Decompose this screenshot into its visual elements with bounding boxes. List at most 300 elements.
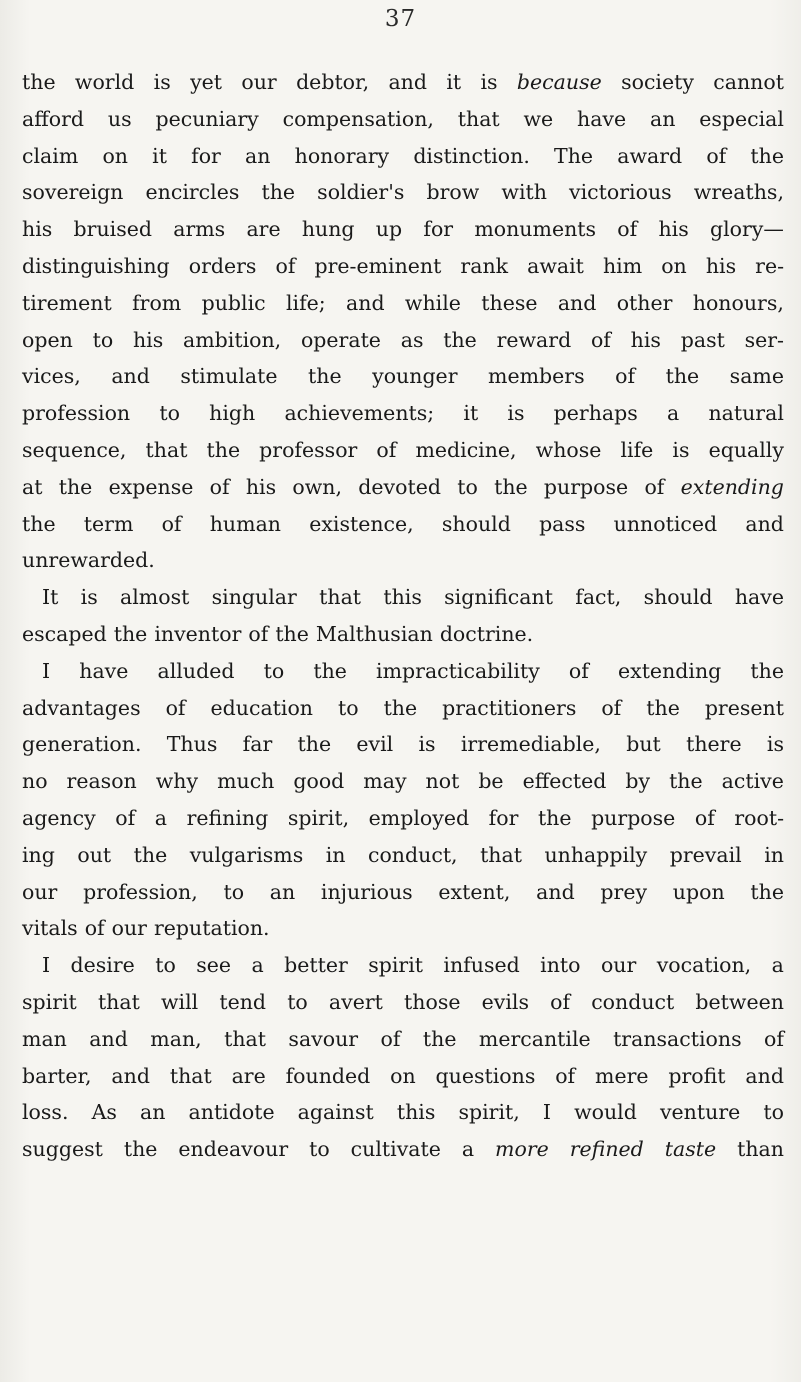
word: expense bbox=[108, 474, 194, 499]
word: society bbox=[621, 70, 694, 94]
word: there bbox=[686, 732, 742, 757]
word: unrewarded. bbox=[22, 548, 155, 573]
word: It bbox=[42, 585, 59, 610]
word: this bbox=[396, 1100, 436, 1125]
word: significant bbox=[444, 585, 553, 610]
word: reason bbox=[66, 769, 137, 794]
word: escaped bbox=[22, 621, 107, 646]
word: soldier's bbox=[317, 180, 405, 205]
text-line bbox=[22, 322, 784, 359]
word: extending bbox=[618, 658, 722, 683]
word: re- bbox=[755, 253, 784, 278]
word: it bbox=[446, 70, 462, 94]
word: the bbox=[133, 842, 168, 867]
word: why bbox=[155, 769, 199, 794]
word: yet bbox=[190, 70, 223, 94]
word: injurious bbox=[320, 879, 413, 904]
word: against bbox=[297, 1100, 374, 1125]
word: a bbox=[154, 805, 168, 830]
italic-word: extending bbox=[680, 474, 784, 499]
word: honorary bbox=[294, 143, 390, 168]
word: upon bbox=[672, 879, 725, 904]
text-line bbox=[22, 101, 784, 138]
word: professor bbox=[259, 437, 358, 462]
word: brow bbox=[426, 180, 480, 205]
word: that bbox=[319, 585, 362, 610]
word: claim bbox=[22, 143, 79, 168]
text-line bbox=[22, 984, 784, 1021]
word: of bbox=[615, 364, 636, 389]
word: purpose bbox=[591, 805, 676, 830]
word: ser- bbox=[744, 327, 784, 352]
word: have bbox=[577, 106, 627, 131]
word: the bbox=[261, 180, 296, 205]
word: profession bbox=[22, 401, 131, 426]
word: reputation. bbox=[153, 916, 270, 941]
word: monuments bbox=[474, 217, 597, 242]
word: much bbox=[217, 769, 275, 794]
word: of bbox=[380, 1026, 401, 1051]
word: man, bbox=[150, 1026, 202, 1051]
word: of bbox=[601, 695, 622, 720]
word: and bbox=[557, 290, 597, 315]
italic-word: because bbox=[516, 70, 602, 94]
word: our bbox=[22, 879, 58, 904]
text-line bbox=[22, 211, 784, 248]
word: these bbox=[481, 290, 538, 315]
word: while bbox=[404, 290, 461, 315]
word: it bbox=[463, 401, 479, 426]
word: to bbox=[223, 879, 245, 904]
word: the bbox=[422, 1026, 457, 1051]
word: us bbox=[107, 106, 132, 131]
word: barter, bbox=[22, 1063, 92, 1088]
word: will bbox=[160, 989, 199, 1014]
word: his bbox=[705, 253, 737, 278]
italic-word: taste bbox=[664, 1137, 717, 1162]
word: mere bbox=[595, 1063, 649, 1088]
word: between bbox=[695, 989, 784, 1014]
word: infused bbox=[443, 953, 520, 978]
word: better bbox=[284, 953, 348, 978]
word: are bbox=[246, 217, 281, 242]
word: other bbox=[616, 290, 673, 315]
word: his bbox=[630, 327, 661, 352]
word: out bbox=[77, 842, 112, 867]
word: that bbox=[97, 989, 140, 1014]
word: of bbox=[555, 1063, 576, 1088]
word: with bbox=[501, 180, 547, 205]
word: this bbox=[383, 585, 422, 610]
word: I bbox=[42, 953, 51, 978]
word: of bbox=[590, 327, 611, 352]
word: purpose bbox=[543, 474, 629, 499]
word: sovereign bbox=[22, 180, 124, 205]
word: that bbox=[169, 1063, 212, 1088]
word: present bbox=[704, 695, 784, 720]
word: his bbox=[132, 327, 164, 352]
text-line bbox=[22, 248, 784, 285]
text-line bbox=[22, 1058, 784, 1095]
word: ambition, bbox=[182, 327, 282, 352]
word: and bbox=[111, 1063, 150, 1088]
word: and bbox=[89, 1026, 128, 1051]
word: root- bbox=[734, 805, 784, 830]
word: is bbox=[418, 732, 436, 757]
word: but bbox=[626, 732, 661, 757]
word: an bbox=[269, 879, 296, 904]
word: pecuniary bbox=[155, 106, 259, 131]
word: to bbox=[159, 401, 180, 426]
word: we bbox=[523, 106, 554, 131]
word: the bbox=[750, 658, 784, 683]
text-line bbox=[22, 432, 784, 469]
word: wreaths, bbox=[693, 180, 784, 205]
word: the bbox=[206, 437, 241, 462]
word: perhaps bbox=[553, 401, 638, 426]
word: distinction. bbox=[413, 143, 530, 168]
word: cannot bbox=[713, 70, 784, 94]
word: life bbox=[620, 437, 654, 462]
word: to bbox=[337, 695, 359, 720]
word: the bbox=[275, 621, 309, 646]
word: orders bbox=[188, 253, 257, 278]
word: existence, bbox=[309, 511, 414, 536]
text-line bbox=[22, 138, 784, 175]
word: award bbox=[617, 143, 683, 168]
word: is bbox=[480, 70, 498, 94]
word: practitioners bbox=[442, 695, 577, 720]
word: of bbox=[84, 916, 105, 941]
word: of bbox=[165, 695, 186, 720]
text-line bbox=[22, 542, 784, 579]
word: and bbox=[745, 511, 784, 536]
text-line bbox=[22, 1131, 784, 1168]
word: cultivate bbox=[350, 1137, 441, 1162]
word: vocation, bbox=[656, 953, 752, 978]
text-line bbox=[22, 469, 784, 506]
word: the bbox=[646, 695, 680, 720]
word: of bbox=[248, 621, 269, 646]
word: vulgarisms bbox=[189, 842, 304, 867]
word: questions bbox=[435, 1063, 536, 1088]
word: open bbox=[22, 327, 73, 352]
word: on bbox=[390, 1063, 416, 1088]
text-line bbox=[22, 947, 784, 984]
word: an bbox=[649, 106, 676, 131]
italic-word: more bbox=[495, 1137, 549, 1162]
word: doctrine. bbox=[439, 621, 534, 646]
word: the bbox=[58, 474, 93, 499]
word: of bbox=[764, 1026, 784, 1051]
word: to bbox=[92, 327, 114, 352]
word: past bbox=[680, 327, 725, 352]
word: and bbox=[346, 290, 385, 315]
word: members bbox=[488, 364, 585, 389]
word: good bbox=[293, 769, 345, 794]
word: await bbox=[527, 253, 584, 278]
word: unnoticed bbox=[613, 511, 718, 536]
word: almost bbox=[120, 585, 190, 610]
word: reward bbox=[496, 327, 572, 352]
word: hung bbox=[301, 217, 355, 242]
word: in bbox=[325, 842, 346, 867]
word: generation. bbox=[22, 732, 142, 757]
word: at bbox=[22, 474, 43, 499]
word: man bbox=[22, 1026, 67, 1051]
word: the bbox=[750, 879, 784, 904]
word: especial bbox=[699, 106, 784, 131]
word: that bbox=[480, 842, 522, 867]
word: fact, bbox=[575, 585, 622, 610]
word: see bbox=[196, 953, 232, 978]
word: I bbox=[542, 1100, 551, 1125]
word: of bbox=[161, 511, 182, 536]
word: for bbox=[423, 217, 454, 242]
word: whose bbox=[535, 437, 602, 462]
word: no bbox=[22, 769, 48, 794]
word: into bbox=[540, 953, 581, 978]
word: spirit, bbox=[458, 1100, 520, 1125]
word: of bbox=[209, 474, 230, 499]
word: endeavour bbox=[178, 1137, 289, 1162]
word: on bbox=[102, 143, 128, 168]
word: in bbox=[764, 842, 784, 867]
word: those bbox=[404, 989, 461, 1014]
word: tend bbox=[219, 989, 267, 1014]
word: public bbox=[201, 290, 266, 315]
word: I bbox=[42, 658, 51, 683]
italic-word: refined bbox=[569, 1137, 644, 1162]
word: compensation, bbox=[282, 106, 434, 131]
word: victorious bbox=[569, 180, 672, 205]
word: Malthusian bbox=[315, 621, 433, 646]
word: spirit bbox=[22, 989, 77, 1014]
word: venture bbox=[659, 1100, 741, 1125]
word: the bbox=[313, 658, 347, 683]
word: the bbox=[22, 70, 56, 94]
word: from bbox=[132, 290, 182, 315]
word: of bbox=[115, 805, 136, 830]
word: is bbox=[153, 70, 171, 94]
text-line bbox=[22, 174, 784, 211]
word: is bbox=[80, 585, 98, 610]
word: profession, bbox=[83, 879, 198, 904]
word: for bbox=[488, 805, 519, 830]
word: the bbox=[308, 364, 342, 389]
text-line bbox=[22, 874, 784, 911]
word: to bbox=[263, 658, 285, 683]
word: that bbox=[145, 437, 188, 462]
word: refining bbox=[186, 805, 269, 830]
word: the bbox=[22, 511, 56, 536]
word: Thus bbox=[166, 732, 218, 757]
word: should bbox=[441, 511, 511, 536]
word: education bbox=[210, 695, 313, 720]
word: As bbox=[91, 1100, 117, 1125]
word: pre-eminent bbox=[314, 253, 442, 278]
word: arms bbox=[173, 217, 226, 242]
word: and bbox=[111, 364, 150, 389]
word: sequence, bbox=[22, 437, 127, 462]
word: have bbox=[734, 585, 784, 610]
text-line bbox=[22, 395, 784, 432]
page-number: 37 bbox=[384, 6, 417, 32]
word: up bbox=[375, 217, 403, 242]
word: afford bbox=[22, 106, 85, 131]
text-line bbox=[22, 653, 784, 690]
word: stimulate bbox=[180, 364, 278, 389]
word: irremediable, bbox=[460, 732, 601, 757]
word: same bbox=[729, 364, 784, 389]
word: may bbox=[363, 769, 407, 794]
word: the bbox=[443, 327, 477, 352]
word: of bbox=[550, 989, 571, 1014]
word: rank bbox=[460, 253, 509, 278]
word: avert bbox=[328, 989, 383, 1014]
text-line bbox=[22, 579, 784, 616]
word: is bbox=[507, 401, 525, 426]
word: unhappily bbox=[544, 842, 648, 867]
word: loss. bbox=[22, 1100, 69, 1125]
word: pass bbox=[539, 511, 586, 536]
word: his bbox=[245, 474, 277, 499]
word: have bbox=[79, 658, 129, 683]
word: him bbox=[602, 253, 643, 278]
word: devoted bbox=[358, 474, 441, 499]
word: of bbox=[275, 253, 296, 278]
text-line bbox=[22, 64, 784, 101]
text-line bbox=[22, 763, 784, 800]
text-line bbox=[22, 690, 784, 727]
word: a bbox=[667, 401, 680, 426]
word: of bbox=[644, 474, 665, 499]
word: to bbox=[155, 953, 176, 978]
text-line bbox=[22, 358, 784, 395]
word: achievements; bbox=[284, 401, 435, 426]
word: encircles bbox=[145, 180, 240, 205]
body-text bbox=[22, 64, 784, 1168]
word: vitals bbox=[22, 916, 78, 941]
word: spirit bbox=[368, 953, 423, 978]
word: our bbox=[241, 70, 277, 94]
word: of bbox=[706, 143, 727, 168]
word: conduct bbox=[591, 989, 675, 1014]
word: and bbox=[388, 70, 427, 94]
text-line bbox=[22, 800, 784, 837]
word: the bbox=[750, 143, 784, 168]
word: that bbox=[224, 1026, 266, 1051]
word: to bbox=[763, 1100, 784, 1125]
word: natural bbox=[708, 401, 784, 426]
word: the bbox=[297, 732, 332, 757]
word: The bbox=[554, 143, 594, 168]
word: to bbox=[457, 474, 478, 499]
word: his bbox=[658, 217, 689, 242]
word: tirement bbox=[22, 290, 112, 315]
word: to bbox=[287, 989, 308, 1014]
word: the bbox=[669, 769, 703, 794]
word: spirit, bbox=[287, 805, 350, 830]
word: glory— bbox=[709, 217, 784, 242]
word: advantages bbox=[22, 695, 141, 720]
word: for bbox=[191, 143, 221, 168]
word: high bbox=[209, 401, 256, 426]
word: evil bbox=[356, 732, 394, 757]
word: vices, bbox=[22, 364, 81, 389]
word: antidote bbox=[188, 1100, 275, 1125]
word: evils bbox=[481, 989, 529, 1014]
word: a bbox=[771, 953, 784, 978]
word: of bbox=[617, 217, 638, 242]
word: and bbox=[536, 879, 575, 904]
word: far bbox=[242, 732, 273, 757]
word: the bbox=[113, 621, 148, 646]
word: be bbox=[478, 769, 504, 794]
word: of bbox=[568, 658, 589, 683]
word: on bbox=[661, 253, 687, 278]
text-line bbox=[22, 837, 784, 874]
word: operate bbox=[300, 327, 381, 352]
word: alluded bbox=[157, 658, 235, 683]
text-line bbox=[22, 616, 784, 653]
word: distinguishing bbox=[22, 253, 170, 278]
text-line bbox=[22, 910, 784, 947]
word: and bbox=[745, 1063, 784, 1088]
word: inventor bbox=[154, 621, 242, 646]
word: bruised bbox=[73, 217, 152, 242]
word: term bbox=[83, 511, 134, 536]
word: ing bbox=[22, 842, 55, 867]
word: agency bbox=[22, 805, 96, 830]
word: as bbox=[400, 327, 424, 352]
text-line bbox=[22, 1094, 784, 1131]
word: prevail bbox=[669, 842, 742, 867]
word: a bbox=[251, 953, 264, 978]
word: prey bbox=[600, 879, 648, 904]
word: are bbox=[231, 1063, 266, 1088]
word: savour bbox=[288, 1026, 359, 1051]
word: suggest bbox=[22, 1137, 103, 1162]
word: that bbox=[457, 106, 500, 131]
word: equally bbox=[708, 437, 784, 462]
word: should bbox=[643, 585, 713, 610]
word: the bbox=[494, 474, 528, 499]
word: debtor, bbox=[296, 70, 370, 94]
word: the bbox=[123, 1137, 158, 1162]
word: the bbox=[665, 364, 700, 389]
word: the bbox=[383, 695, 418, 720]
word: by bbox=[625, 769, 651, 794]
word: singular bbox=[211, 585, 297, 610]
word: is bbox=[672, 437, 690, 462]
word: own, bbox=[292, 474, 343, 499]
word: desire bbox=[70, 953, 135, 978]
word: life; bbox=[285, 290, 326, 315]
word: to bbox=[309, 1137, 330, 1162]
word: active bbox=[721, 769, 784, 794]
word: than bbox=[737, 1137, 784, 1162]
word: of bbox=[376, 437, 397, 462]
word: extent, bbox=[438, 879, 511, 904]
word: of bbox=[694, 805, 715, 830]
word: younger bbox=[372, 364, 458, 389]
word: an bbox=[139, 1100, 166, 1125]
word: founded bbox=[285, 1063, 371, 1088]
word: profit bbox=[668, 1063, 726, 1088]
word: an bbox=[245, 143, 271, 168]
word: would bbox=[574, 1100, 637, 1125]
